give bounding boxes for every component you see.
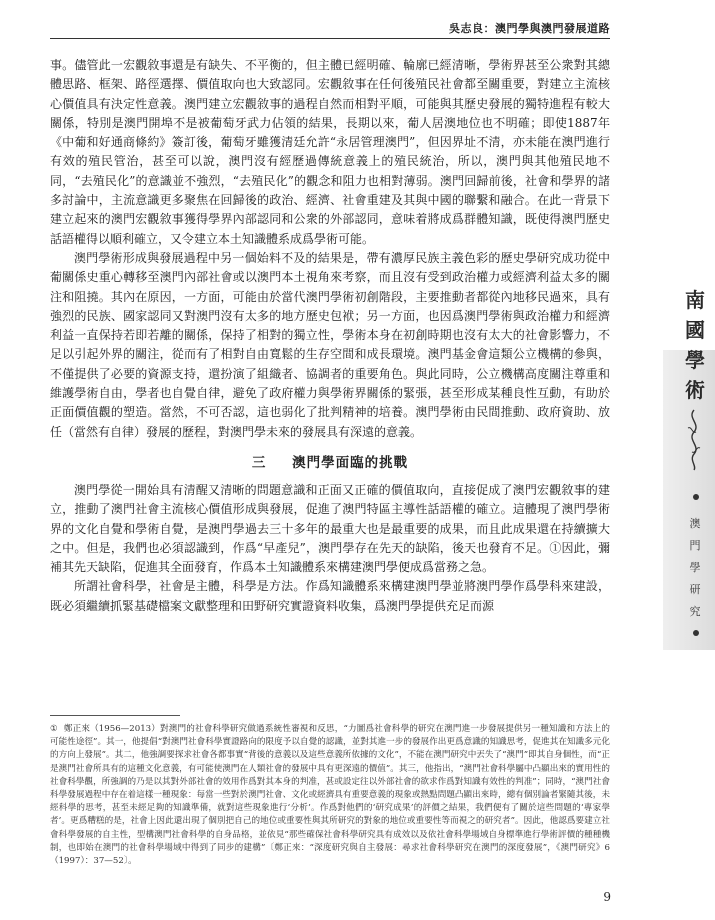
column-label [688, 513, 702, 623]
column-label-char: 究 [689, 605, 701, 618]
paragraph-3: 澳門學從一開始具有清醒又清晰的問題意識和正面又正確的價值取向，直接促成了澳門宏觀敘事的建立，推動了澳門社會主流核心價值形成與發展，促進了澳門特區主導性話語權的確立。這體現了澳門學術界的文化自覺和學術自覺，是澳門學過去三十多年的最重大也是最重要的成果，而且此成果還在持續擴大之中。但是，我們也必須認識到，作爲“早產兒”，澳門學存在先天的缺陷，後天也發育不足。①因此，彌補其先天缺陷，促進其全面發育，作爲本土知識體系來構建澳門學便成爲當務之急。 [50, 482, 610, 575]
journal-title-char: 國 [685, 318, 705, 342]
article-body [50, 56, 610, 616]
footnote-mark: ① [50, 724, 58, 734]
footnote-text: 鄭正來（1956—2013）對澳門的社會科學研究做過系統性審視和反思，“力圖爲社會科學的研究在澳門進一步發展提供另一種知識和方法上的可能性途徑”。其一，他提倡“對澳門社會科學實證路向的限度予以自覺的認識，並對其進一步的發展作出更爲意識的知識思考，促進其在知識多元化的方向上發展”。其二，他強調要探求社會各都事實“背後的意義以及這些意義所依據的文化”，不能在澳門研究中丟失了“澳門”即其自身個性，而“正是澳門社會所具有的這種文化意義，有可能使澳門在人類社會的發展中具有更深遠的價值”。其三，他指出，“澳門社會科學屬中凸顯出來的實用性的社會科學觀，所強調的乃是以其對外部社會的效用作爲對其本身的判准，甚或設定往以外部社會的欲求作爲對知識有效性的判准”；同時，“澳門社會科學發展過程中存在着這樣一種現象：每當一些對於澳門社會、文化或經濟具有重要意義的現象或熱點問題凸顯出來時，總有個別論者緊隨其後，未經科學的思考，甚至未經足夠的知識準備，就對這些現象進行‘分析’。作爲對他們的‘研究成果’的評價之結果，我們便有了關於這些問題的‘專家學者’。更爲糟糕的是，社會上因此還出現了個別把自己的地位或重要性與其所研究的對象的地位或重要性等而視之的研究者”。因此，他認爲要建立社會科學發展的自主性，型構澳門社會科學的自身品格，並依見“那些確保社會科學研究具有成效以及依社會科學場域自身標準進行學術評價的種種機制，也即始在澳門的社會科學場域中得到了同步的建構”〔鄭正來：“深度研究與自主發展：尋求社會科學研究在澳門的深度發展”，《澳門研究》6（1997）：37—52〕。 [50, 724, 610, 867]
column-label-char: 研 [689, 583, 701, 596]
paragraph-1: 事。儘管此一宏觀敘事還是有缺失、不平衡的，但主體已經明確、輪廓已經清晰，學術界甚至公衆對其總體思路、框架、路徑選擇、價值取向也大致認同。宏觀敘事在任何後殖民社會都至關重要，對建立主流核心價值具有決定性意義。澳門建立宏觀敘事的過程自然而相對平順，可能與其歷史發展的獨特進程有較大關係，特別是澳門開埠不是被葡萄牙武力佔領的結果，長期以來，葡人居澳地位也不明確；即使1887年《中葡和好通商條約》簽訂後，葡萄牙雖獲清廷允許“永居管理澳門”，但因界址不清，亦未能在澳門進行有效的殖民管治，甚至可以說，澳門沒有經歷過傳統意義上的殖民統治，所以，澳門與其他殖民地不同，“去殖民化”的意識並不強烈，“去殖民化”的觀念和阻力也相對薄弱。澳門回歸前後，社會和學界的諸多討論中，主流意識更多聚焦在回歸後的政治、經濟、社會重建及其與中國的聯繫和融合。在此一背景下建立起來的澳門宏觀敘事獲得學界內部認同和公衆的外部認同，意味着將成爲群體知識，既使得澳門歷史話語權得以順利確立，又令建立本土知識體系成爲學術可能。 [50, 58, 610, 246]
journal-title [675, 285, 715, 405]
paragraph-4: 所謂社會科學，社會是主體，科學是方法。作爲知識體系來構建澳門學並將澳門學作爲學科來建設，既必須繼續抓緊基礎檔案文獻整理和田野研究實證資料收集，爲澳門學提供充足而源 [50, 579, 610, 613]
column-label-char: 門 [689, 539, 701, 552]
section-heading [50, 451, 610, 471]
journal-title-char: 術 [685, 378, 705, 402]
journal-title-char: 學 [685, 348, 705, 372]
page-number: 9 [603, 890, 611, 904]
column-label-char: 學 [689, 561, 701, 574]
paragraph-2: 澳門學術形成與發展過程中另一個始料不及的結果是，帶有濃厚民族主義色彩的歷史學研究成功從中葡關係史重心轉移至澳門內部社會或以澳門本土視角來考察，而且沒有受到政治權力或經濟利益太多的關注和阻撓。其內在原因，一方面，可能由於當代澳門學術初創階段，主要推動者都從內地移民過來，具有強烈的民族、國家認同又對澳門沒有太多的地方歷史包袱；另一方面，也因爲澳門學術與政治權力和經濟利益一直保持若即若離的關係，保持了相對的獨立性，學術本身在初創時期也沒有太大的社會影響力，不足以引起外界的關注，從而有了相對自由寬鬆的生存空間和成長環境。澳門基金會這類公立機構的參與，不僅提供了必要的資源支持，還扮演了組織者、協調者的重要角色。與此同時，公立機構高度關注尊重和維護學術自由，學者也自覺自律，避免了政府權力與學術界關係的緊張，甚至形成某種良性互動，有助於正面價值觀的塑造。當然，不可否認，這也弱化了批判精神的培養。澳門學術由民間推動、政府資助、放任（當然有自律）發展的歷程，對澳門學未來的發展具有深遠的意義。 [50, 250, 610, 439]
running-title: 吳志良：澳門學與澳門發展道路 [449, 22, 610, 35]
column-label-char: 澳 [689, 517, 701, 530]
running-header [50, 18, 610, 38]
journal-title-char: 南 [685, 288, 705, 312]
section-title: 澳門學面臨的挑戰 [292, 454, 409, 471]
section-number: 三 [251, 454, 267, 471]
bullet-dot-icon [693, 630, 699, 636]
bullet-dot-icon [693, 494, 699, 500]
swirl-ornament-icon [683, 408, 705, 472]
footnote-rule [50, 715, 180, 716]
header-rule [50, 38, 610, 39]
footnote [50, 723, 610, 868]
